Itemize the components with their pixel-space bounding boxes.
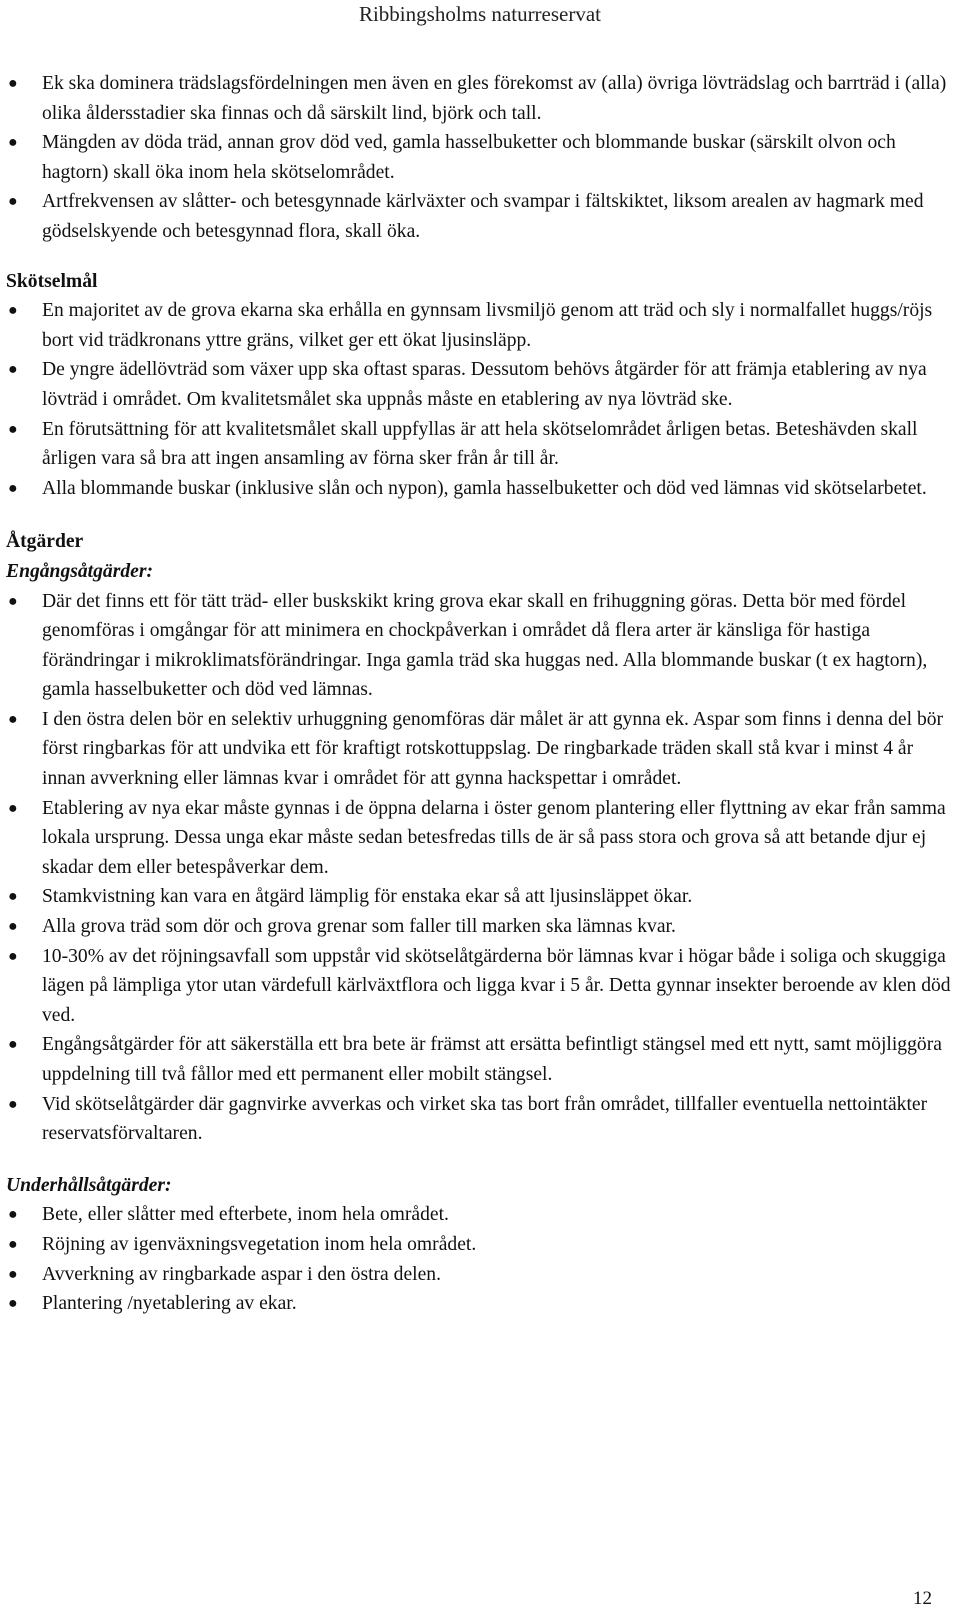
bullet-icon: ● xyxy=(8,302,18,320)
bullet-icon: ● xyxy=(8,592,18,610)
list-item: ● I den östra delen bör en selektiv urhuggning genomföras där målet är att gynna ek. Aspar som finns i denna del bör först ringbarkas för att undvika ett för kraftigt rotskottuppslag. De ringbarkade träden skall stå kvar i minst 4 år innan avverkning eller lämnas kvar i området för att gynna hackspettar i området. xyxy=(6,705,952,794)
list-item: ● Bete, eller slåtter med efterbete, inom hela området. xyxy=(6,1200,952,1230)
list-item: ● Engångsåtgärder för att säkerställa ett bra bete är främst att ersätta befintligt stängsel med ett nytt, samt möjliggöra uppdelning till två fållor med ett permanent eller mobilt stängsel. xyxy=(6,1030,952,1089)
list-item: ● Etablering av nya ekar måste gynnas i de öppna delarna i öster genom plantering eller flyttning av ekar från samma lokala ursprung. Dessa unga ekar måste sedan betesfredas tills de är så pass stora och grova så att betande djur ej skadar dem eller betespåverkar dem. xyxy=(6,794,952,883)
skotselmal-list xyxy=(6,296,952,503)
intro-list xyxy=(6,69,952,247)
list-item: ● Artfrekvensen av slåtter- och betesgynnade kärlväxter och svampar i fältskiktet, liksom arealen av hagmark med gödselskyende och betesgynnad flora, skall öka. xyxy=(6,187,952,246)
list-item: ● Alla grova träd som dör och grova grenar som faller till marken ska lämnas kvar. xyxy=(6,912,952,942)
bullet-icon: ● xyxy=(8,361,18,379)
bullet-icon: ● xyxy=(8,1036,18,1054)
bullet-icon: ● xyxy=(8,1206,18,1224)
list-item: ● Avverkning av ringbarkade aspar i den östra delen. xyxy=(6,1260,952,1290)
engangsatgarder-list xyxy=(6,587,952,1149)
list-item: ● Alla blommande buskar (inklusive slån och nypon), gamla hasselbuketter och död ved lämnas vid skötselarbetet. xyxy=(6,474,952,504)
list-item: ● Ek ska dominera trädslagsfördelningen men även en gles förekomst av (alla) övriga lövträdslag och barrträd i (alla) olika åldersstadier ska finnas och då särskilt lind, björk och tall. xyxy=(6,69,952,128)
running-header: Ribbingsholms naturreservat xyxy=(358,2,602,26)
list-item: ● Stamkvistning kan vara en åtgärd lämplig för enstaka ekar så att ljusinsläppet ökar. xyxy=(6,882,952,912)
bullet-icon: ● xyxy=(8,420,18,438)
bullet-icon: ● xyxy=(8,888,18,906)
document-body xyxy=(6,69,952,1319)
list-item: ● En majoritet av de grova ekarna ska erhålla en gynnsam livsmiljö genom att träd och sly i normalfallet huggs/röjs bort vid trädkronans yttre gräns, vilket ger ett ökat ljusinsläpp. xyxy=(6,296,952,355)
spacer xyxy=(6,1149,952,1171)
list-item: ● 10-30% av det röjningsavfall som uppstår vid skötselåtgärderna bör lämnas kvar i högar både i soliga och skuggiga lägen på lämpliga ytor utan värdefull kärlväxtflora och ligga kvar i 5 år. Detta gynnar insekter beroende av klen död ved. xyxy=(6,942,952,1031)
underhallsatgarder-list xyxy=(6,1200,952,1318)
list-item: ● De yngre ädellövträd som växer upp ska oftast sparas. Dessutom behövs åtgärder för att främja etablering av nya lövträd i området. Om kvalitetsmålet ska uppnås måste en etablering av nya lövträd ske. xyxy=(6,355,952,414)
bullet-icon: ● xyxy=(8,75,18,92)
bullet-icon: ● xyxy=(8,1265,18,1283)
list-item: ● Där det finns ett för tätt träd- eller buskskikt kring grova ekar skall en frihuggning göras. Detta bör med fördel genomföras i omgångar för att minimera en chockpåverkan i området då flera arter är känsliga för hastiga förändringar i mikroklimatsförändringar. Inga gamla träd ska huggas ned. Alla blommande buskar (t ex hagtorn), gamla hasselbuketter och död ved lämnas. xyxy=(6,587,952,705)
list-item: ● En förutsättning för att kvalitetsmålet skall uppfyllas är att hela skötselområdet årligen betas. Beteshävden skall årligen vara så bra att ingen ansamling av förna sker från år till år. xyxy=(6,415,952,474)
list-item: ● Plantering /nyetablering av ekar. xyxy=(6,1289,952,1319)
bullet-icon: ● xyxy=(8,1235,18,1253)
list-item: ● Röjning av igenväxningsvegetation inom hela området. xyxy=(6,1230,952,1260)
spacer xyxy=(6,503,952,527)
bullet-icon: ● xyxy=(8,134,18,152)
section-heading-atgarder: Åtgärder xyxy=(6,531,84,553)
subheading-engangsatgarder: Engångsåtgärder: xyxy=(6,560,153,582)
bullet-icon: ● xyxy=(8,947,18,965)
list-item: ● Mängden av döda träd, annan grov död ved, gamla hasselbuketter och blommande buskar (särskilt olvon och hagtorn) skall öka inom hela skötselområdet. xyxy=(6,128,952,187)
bullet-icon: ● xyxy=(8,193,18,211)
spacer xyxy=(6,247,952,267)
bullet-icon: ● xyxy=(8,799,18,817)
bullet-icon: ● xyxy=(8,1295,18,1313)
page-number: 12 xyxy=(913,1588,932,1609)
list-item: ● Vid skötselåtgärder där gagnvirke avverkas och virket ska tas bort från området, tillfaller eventuella nettointäkter reservatsförvaltaren. xyxy=(6,1090,952,1149)
bullet-icon: ● xyxy=(8,918,18,936)
bullet-icon: ● xyxy=(8,479,18,497)
bullet-icon: ● xyxy=(8,710,18,728)
subheading-underhallsatgarder: Underhållsåtgärder: xyxy=(6,1174,172,1196)
section-heading-skotselmal: Skötselmål xyxy=(6,270,98,292)
bullet-icon: ● xyxy=(8,1095,18,1113)
